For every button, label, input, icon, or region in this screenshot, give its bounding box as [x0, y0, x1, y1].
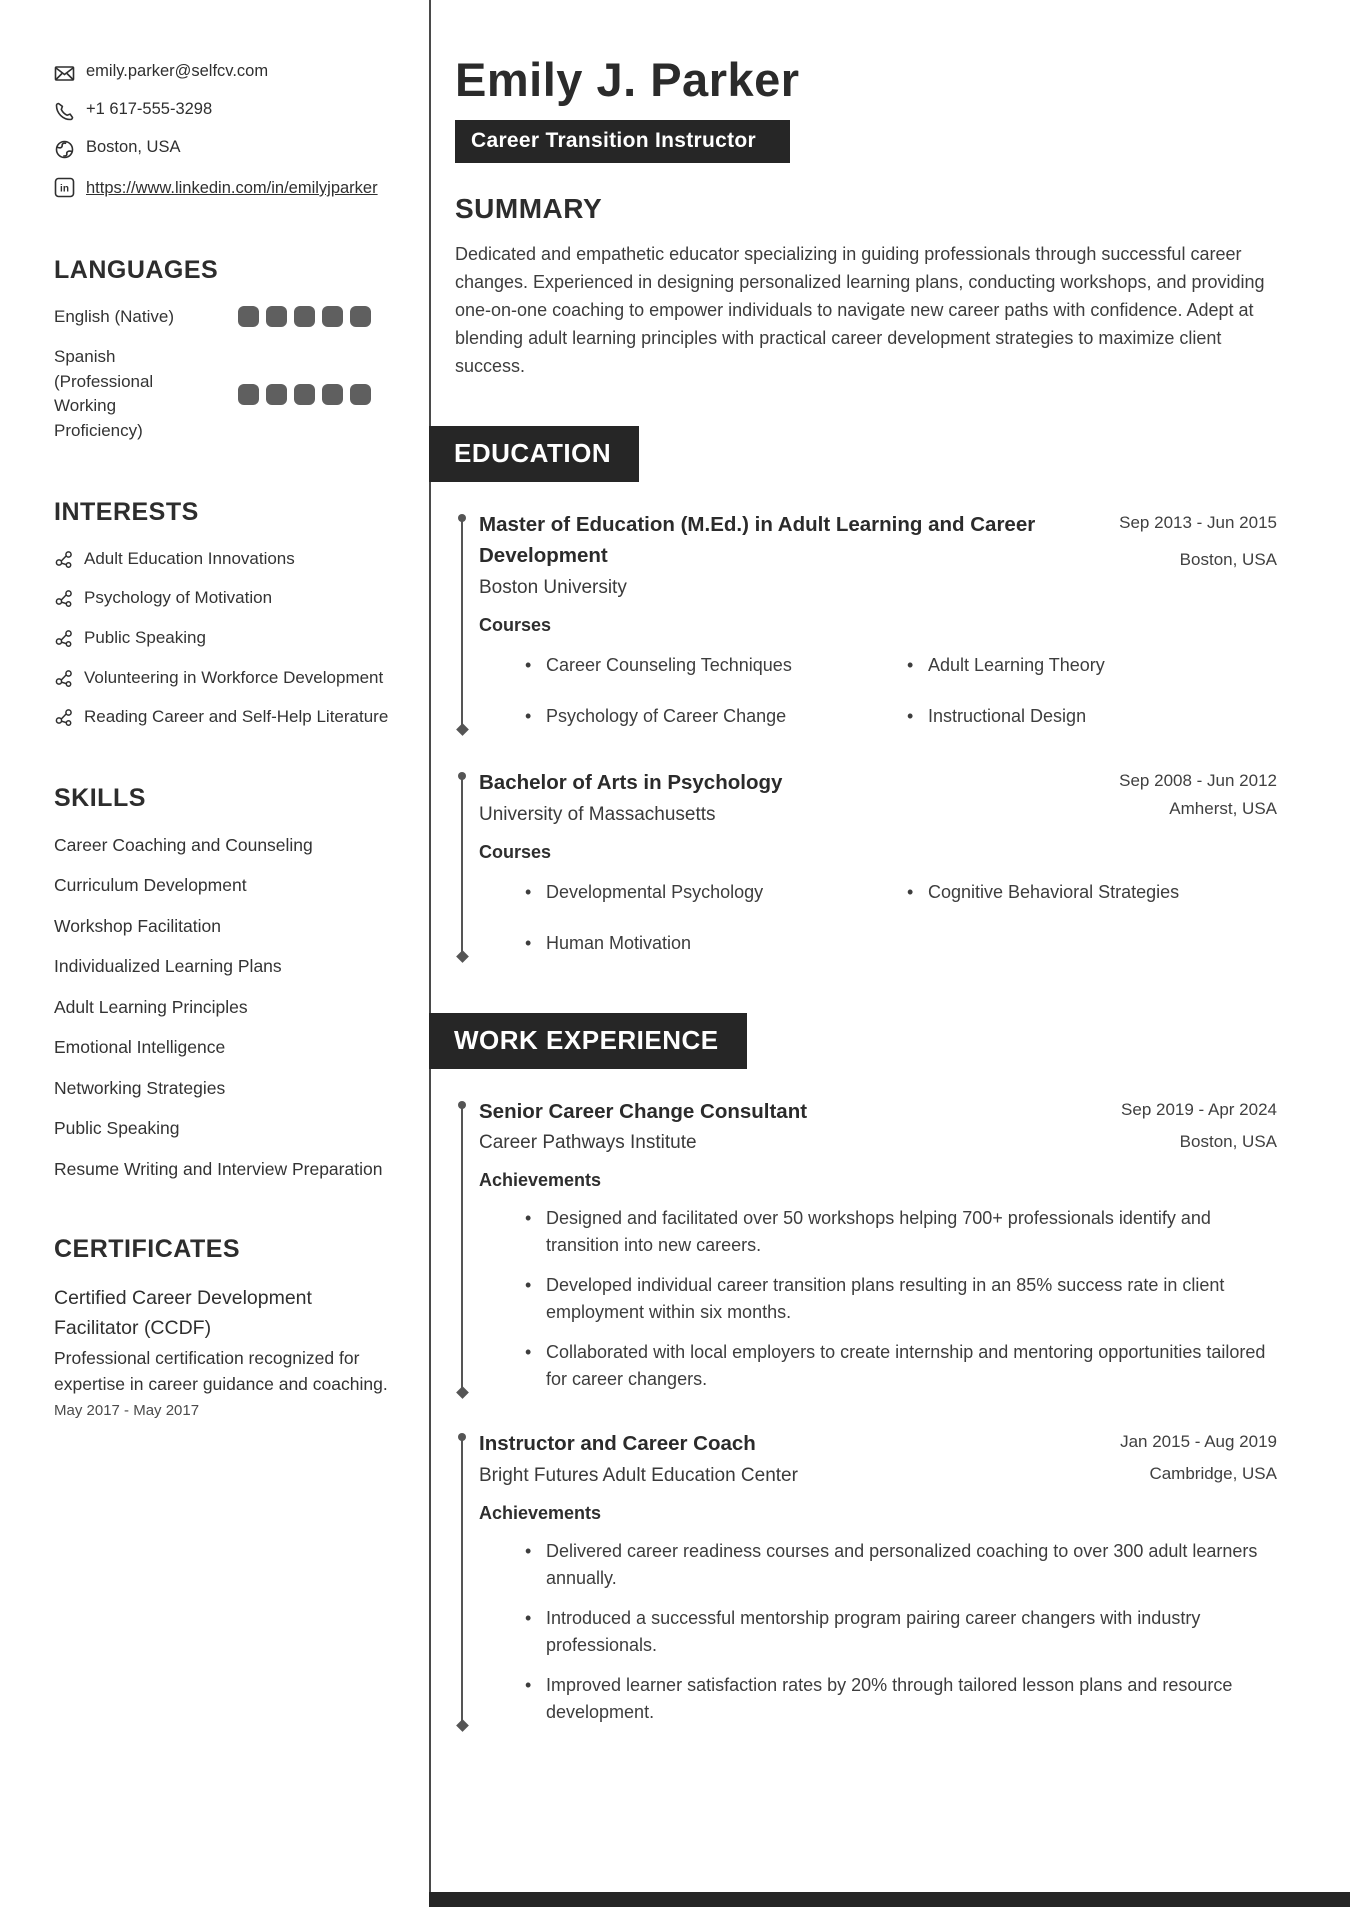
entry-dates: Jan 2015 - Aug 2019	[1120, 1432, 1277, 1452]
languages-title: LANGUAGES	[54, 255, 219, 284]
language-item-english	[54, 305, 392, 330]
language-level-dots	[238, 384, 371, 405]
entry-location: Cambridge, USA	[1149, 1464, 1277, 1484]
interest-item	[54, 666, 392, 691]
courses-label: Courses	[479, 614, 552, 635]
degree-title: Bachelor of Arts in Psychology	[479, 770, 783, 794]
contact-email-text: emily.parker@selfcv.com	[86, 62, 269, 80]
education-section-header: EDUCATION	[429, 426, 639, 482]
level-dot	[322, 384, 343, 405]
interest-item	[54, 705, 392, 730]
achievement-item: • Improved learner satisfaction rates by 20% through tailored lesson plans and resource development.	[523, 1672, 1277, 1726]
school-name: Boston University	[479, 576, 627, 598]
level-dot	[266, 306, 287, 327]
course-item: • Psychology of Career Change	[523, 703, 895, 730]
level-dot	[294, 306, 315, 327]
role-title: Senior Career Change Consultant	[479, 1099, 808, 1123]
course-item: • Human Motivation	[523, 930, 895, 957]
level-dot	[238, 306, 259, 327]
entry-dates: Sep 2019 - Apr 2024	[1121, 1099, 1277, 1119]
interest-label: Public Speaking	[84, 628, 206, 648]
phone-icon	[54, 101, 75, 122]
course-item: • Cognitive Behavioral Strategies	[905, 879, 1277, 906]
contact-location-text: Boston, USA	[86, 138, 181, 156]
language-label: Spanish (Professional Working Proficiency)	[54, 347, 154, 441]
timeline-marker	[461, 778, 463, 953]
language-level-dots	[238, 306, 371, 327]
achievement-item: • Collaborated with local employers to create internship and mentoring opportunities tailored for career changers.	[523, 1339, 1277, 1393]
skill-item: Career Coaching and Counseling	[54, 834, 313, 855]
achievements-list	[479, 1538, 1277, 1726]
skill-item: Resume Writing and Interview Preparation	[54, 1158, 383, 1179]
interest-network-icon	[54, 628, 75, 649]
email-icon	[54, 63, 75, 84]
entry-dates: Sep 2013 - Jun 2015	[1119, 513, 1277, 533]
courses-label: Courses	[479, 841, 552, 862]
certificate-description: Professional certification recognized for expertise in career guidance and coaching.	[54, 1347, 388, 1395]
achievement-item: • Delivered career readiness courses and personalized coaching to over 300 adult learners annually.	[523, 1538, 1277, 1592]
level-dot	[238, 384, 259, 405]
contact-item-location	[54, 138, 392, 160]
level-dot	[350, 384, 371, 405]
level-dot	[266, 384, 287, 405]
interest-item	[54, 586, 392, 611]
skill-item: Public Speaking	[54, 1118, 180, 1139]
certificate-name: Certified Career Development Facilitator (CCDF)	[54, 1287, 312, 1339]
work-section-header: WORK EXPERIENCE	[429, 1013, 747, 1069]
language-label: English (Native)	[54, 306, 174, 326]
interest-network-icon	[54, 707, 75, 728]
sidebar	[54, 62, 392, 1419]
certificate-item	[54, 1284, 392, 1419]
course-item: • Instructional Design	[905, 703, 1277, 730]
courses-list	[479, 879, 1277, 957]
interests-title: INTERESTS	[54, 497, 199, 526]
language-item-spanish	[54, 345, 392, 444]
interest-label: Adult Education Innovations	[84, 548, 295, 568]
interest-item	[54, 547, 392, 572]
timeline-marker	[461, 520, 463, 726]
interest-network-icon	[54, 668, 75, 689]
role-title: Instructor and Career Coach	[479, 1432, 756, 1456]
achievements-label: Achievements	[479, 1503, 602, 1524]
contact-item-phone	[54, 100, 392, 122]
achievement-item: • Introduced a successful mentorship program pairing career changers with industry professionals.	[523, 1605, 1277, 1659]
skill-item: Networking Strategies	[54, 1077, 226, 1098]
achievement-item: • Developed individual career transition plans resulting in an 85% success rate in client employment within six months.	[523, 1272, 1277, 1326]
certificates-title: CERTIFICATES	[54, 1235, 241, 1264]
achievements-label: Achievements	[479, 1170, 602, 1191]
achievements-list	[479, 1205, 1277, 1393]
skill-item: Workshop Facilitation	[54, 915, 221, 936]
certificate-dates: May 2017 - May 2017	[54, 1402, 200, 1420]
interest-label: Reading Career and Self-Help Literature	[84, 707, 389, 727]
level-dot	[294, 384, 315, 405]
timeline-marker	[461, 1107, 463, 1390]
degree-title: Master of Education (M.Ed.) in Adult Learning and Career Development	[479, 513, 1036, 568]
education-entry	[455, 510, 1277, 730]
level-dot	[322, 306, 343, 327]
course-item: • Developmental Psychology	[523, 879, 895, 906]
page-title: Emily J. Parker	[455, 53, 800, 106]
summary-title: SUMMARY	[455, 193, 603, 224]
work-entry	[455, 1429, 1277, 1726]
svg-text:in: in	[60, 183, 69, 195]
education-entry	[455, 768, 1277, 957]
main-column	[455, 52, 1277, 1739]
company-name: Bright Futures Adult Education Center	[479, 1465, 798, 1487]
entry-location: Boston, USA	[1179, 550, 1277, 570]
footer-accent-bar	[429, 1892, 1350, 1907]
contact-item-email	[54, 62, 392, 84]
school-name: University of Massachusetts	[479, 803, 716, 825]
contact-item-linkedin	[54, 176, 392, 202]
work-entry	[455, 1097, 1277, 1394]
linkedin-link[interactable]: https://www.linkedin.com/in/emilyjparker	[86, 179, 378, 197]
linkedin-icon	[54, 177, 75, 198]
courses-list	[479, 652, 1277, 730]
entry-location: Amherst, USA	[1169, 798, 1277, 818]
entry-dates: Sep 2008 - Jun 2012	[1119, 770, 1277, 790]
column-divider	[429, 0, 431, 1907]
level-dot	[350, 306, 371, 327]
skill-item: Emotional Intelligence	[54, 1037, 226, 1058]
interest-item	[54, 626, 392, 651]
course-item: • Career Counseling Techniques	[523, 652, 895, 679]
interest-label: Volunteering in Workforce Development	[84, 667, 384, 687]
summary-text: Dedicated and empathetic educator specializing in guiding professionals through successful career changes. Experienced in designing personalized learning plans, conducting workshops, and providing one-on-one coaching to empower individuals to navigate new career paths with confidence. Adept at blending adult learning principles with practical career development strategies to maximize client success.	[455, 244, 1265, 377]
interest-network-icon	[54, 549, 75, 570]
job-title-badge: Career Transition Instructor	[455, 120, 790, 163]
skills-title: SKILLS	[54, 783, 146, 812]
timeline-marker	[461, 1439, 463, 1722]
entry-location: Boston, USA	[1179, 1131, 1277, 1151]
globe-icon	[54, 139, 75, 160]
achievement-item: • Designed and facilitated over 50 workshops helping 700+ professionals identify and transition into new careers.	[523, 1205, 1277, 1259]
interest-label: Psychology of Motivation	[84, 588, 273, 608]
skill-item: Adult Learning Principles	[54, 996, 248, 1017]
course-item: • Adult Learning Theory	[905, 652, 1277, 679]
skill-item: Curriculum Development	[54, 875, 247, 896]
company-name: Career Pathways Institute	[479, 1132, 697, 1154]
interest-network-icon	[54, 588, 75, 609]
skill-item: Individualized Learning Plans	[54, 956, 282, 977]
contact-location-phone-text: +1 617-555-3298	[86, 100, 213, 118]
